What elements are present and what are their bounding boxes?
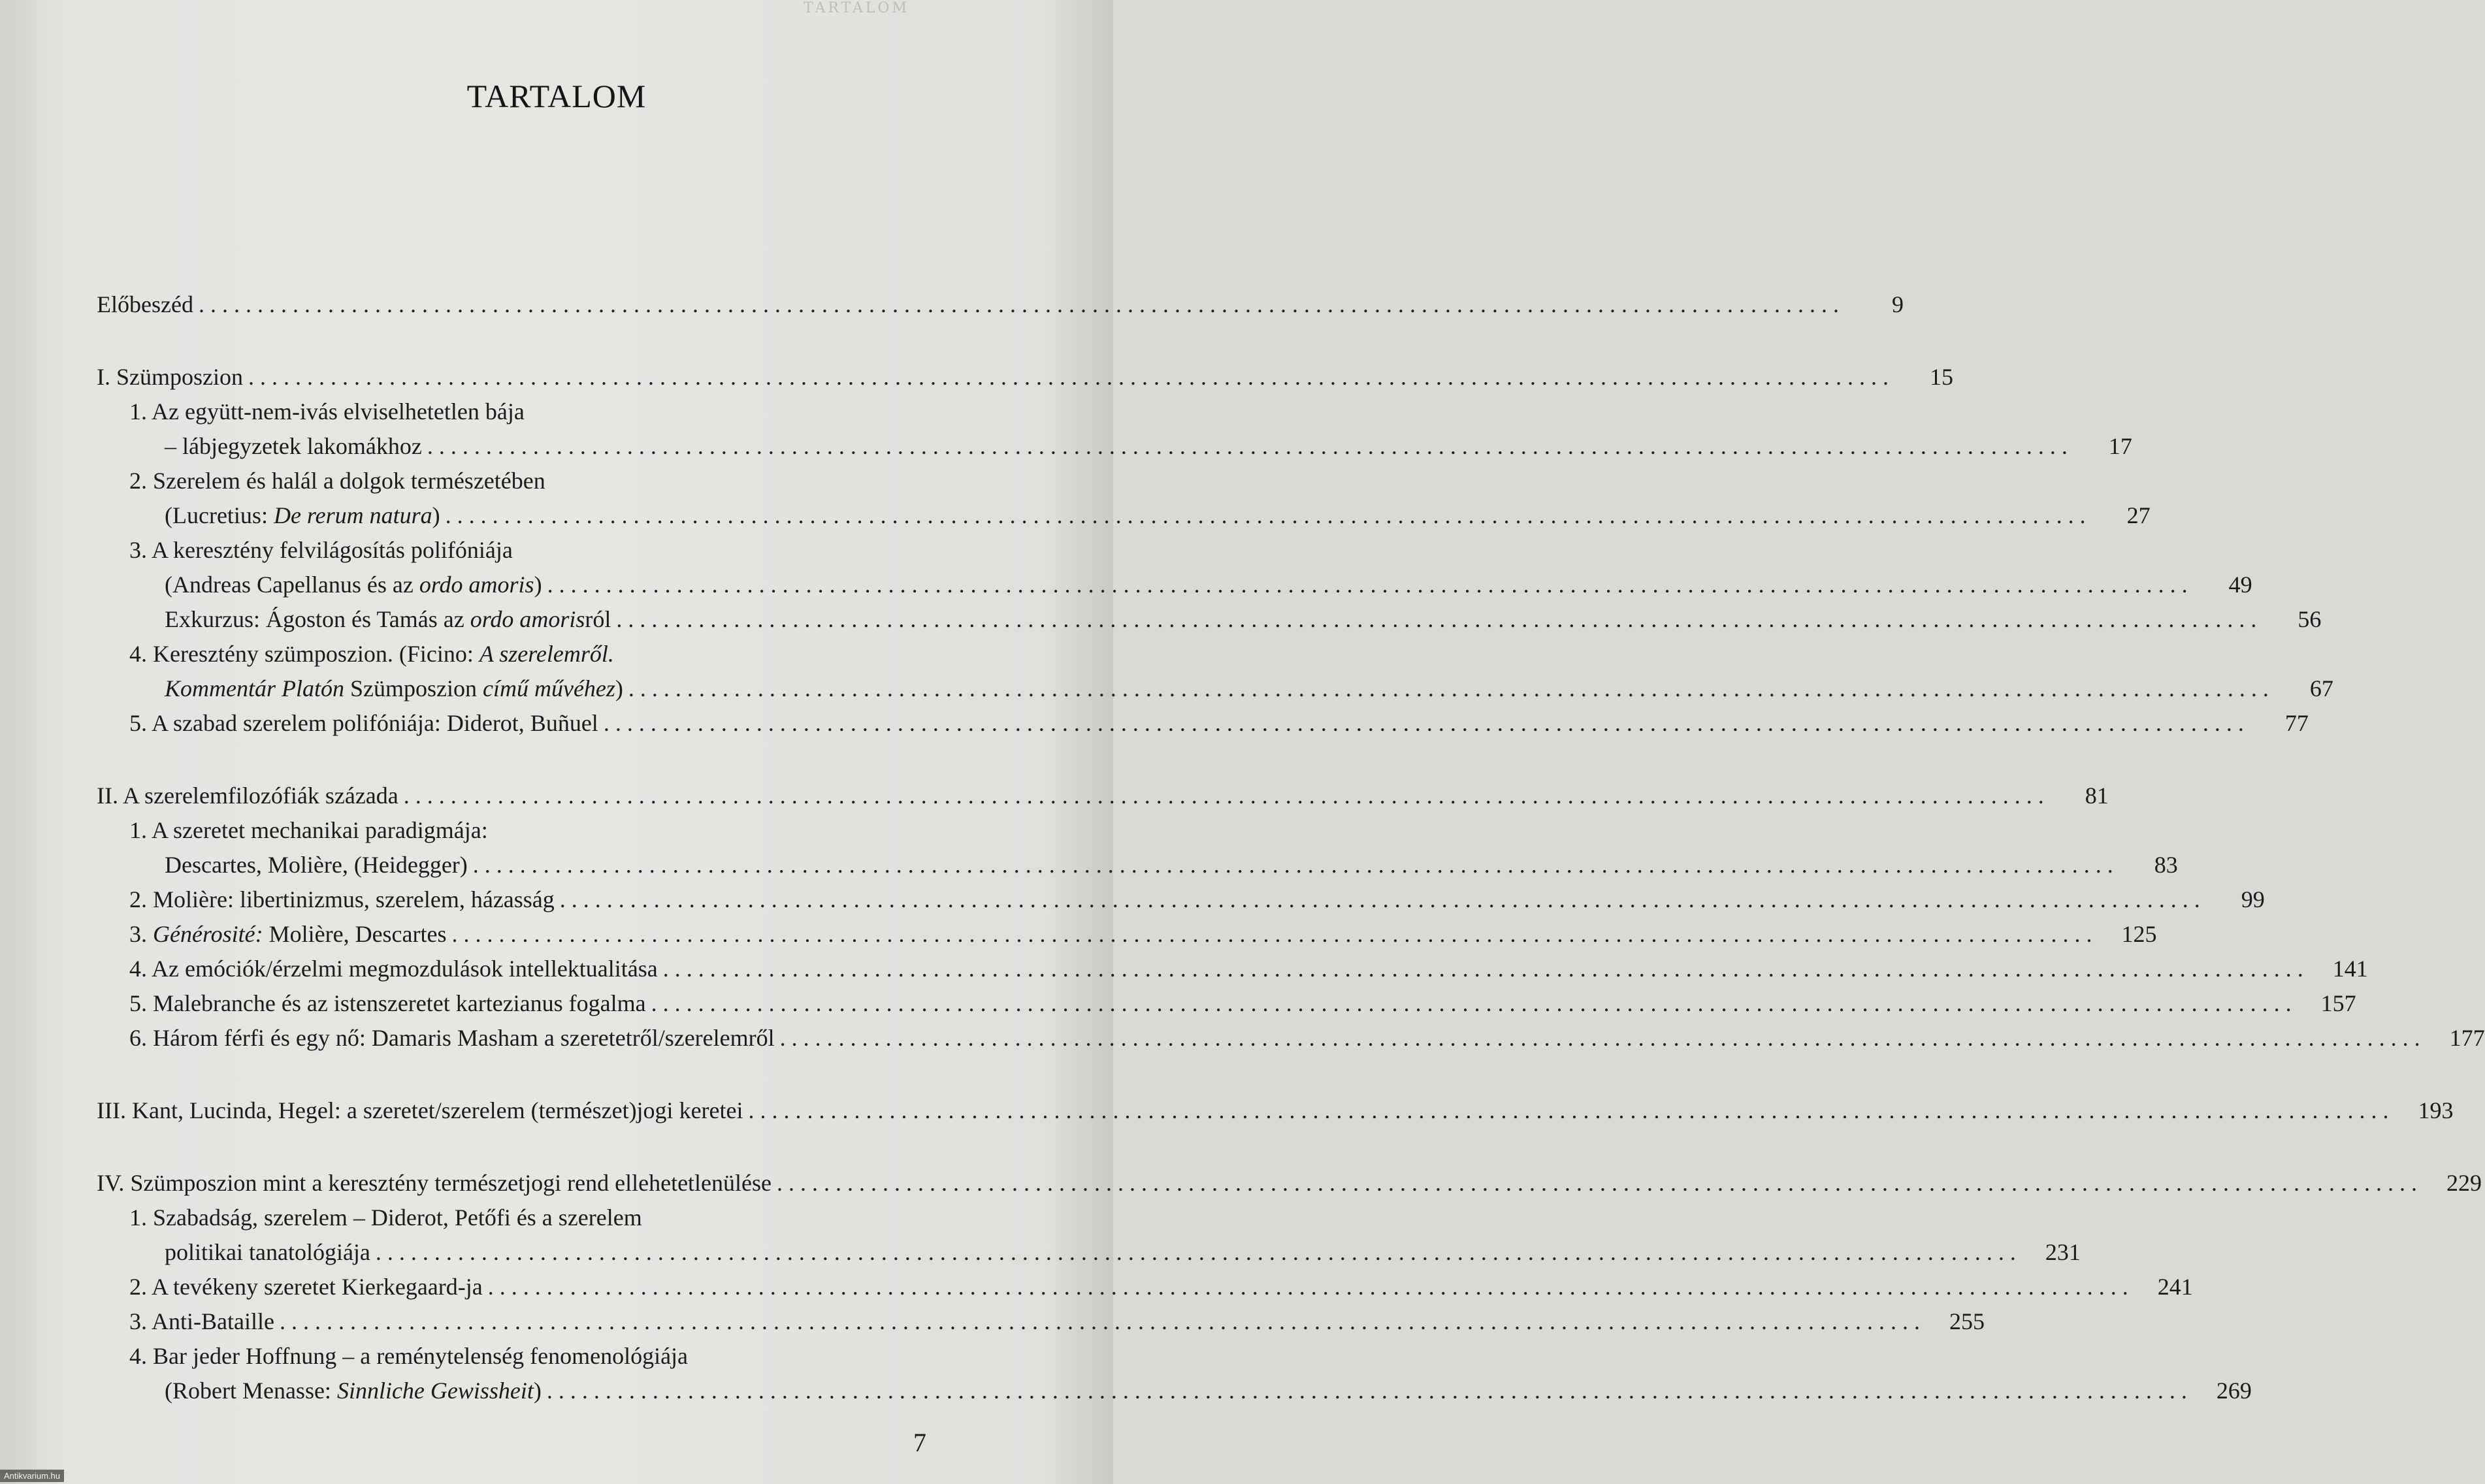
toc-entry-title: 5. Malebranche és az istenszeretet kartezianus fogalma [129,990,646,1016]
toc-leader-dots: ............................................................................................................................................ [779,1025,2426,1051]
toc-entry[interactable] [97,920,2157,955]
toc-entry-title: 1. Szabadság, szerelem – Diderot, Petőfi és a szerelem [129,1204,642,1231]
toc-entry-title: III. Kant, Lucinda, Hegel: a szeretet/szerelem (természet)jogi keretei [97,1097,743,1123]
toc-entry[interactable] [97,605,2322,640]
toc-leader-dots: ............................................................................................................................................ [628,675,2275,702]
toc-page-number: 15 [1929,364,1953,390]
toc-leader-dots: ............................................................................................................................................ [279,1308,1926,1334]
toc-entry-title: 3. Générosité: Molière, Descartes [129,921,447,947]
toc-page-number: 67 [2309,675,2333,702]
toc-entry-title: 2. A tevékeny szeretet Kierkegaard-ja [129,1274,483,1300]
toc-entry-title: Descartes, Molière, (Heidegger) [165,852,468,878]
toc-entry[interactable] [97,990,2356,1024]
section-gap [97,1131,947,1169]
toc-page-number: 49 [2228,572,2252,598]
toc-entry[interactable] [97,1273,2193,1308]
toc-page-number: 193 [2418,1097,2454,1123]
toc-leader-dots: ............................................................................................................................................ [546,1378,2193,1404]
toc-page-number: 229 [2446,1170,2482,1196]
toc-entry[interactable] [97,432,2132,467]
toc-entry-title: 6. Három férfi és egy nő: Damaris Masham a szeretetről/szerelemről [129,1025,775,1051]
toc-entry-title: I. Szümposzion [97,364,243,390]
toc-entry-title: 2. Molière: libertinizmus, szerelem, házasság [129,886,555,912]
toc-leader-dots: ............................................................................................................................................ [603,710,2250,736]
toc-entry[interactable] [97,1238,2081,1273]
toc-entry-title: Kommentár Platón Szümposzion című művéhez) [165,675,623,702]
section-gap [97,1059,947,1097]
toc-leader-dots: ............................................................................................................................................ [248,364,1894,390]
toc-leader-dots: ............................................................................................................................................ [375,1239,2022,1265]
toc-leader-dots: ............................................................................................................................................ [651,990,2298,1016]
toc-page-number: 81 [2085,782,2109,809]
toc-entry-title: 3. Anti-Bataille [129,1308,274,1334]
toc-leader-dots: ............................................................................................................................................ [748,1097,2395,1123]
toc-entry-title: 3. A keresztény felvilágosítás polifóniája [129,537,513,563]
toc-entry[interactable] [97,955,2368,990]
toc-leader-dots: ............................................................................................................................................ [198,291,1845,317]
toc-entry[interactable] [97,782,2109,816]
section-gap [97,325,947,363]
toc-entry[interactable] [97,1204,947,1238]
toc-entry[interactable] [97,816,947,851]
toc-leader-dots: ............................................................................................................................................ [547,572,2194,598]
toc-page-number: 177 [2449,1025,2485,1051]
toc-page-number: 17 [2108,433,2132,459]
toc-leader-dots: ............................................................................................................................................ [777,1170,2423,1196]
toc-entry[interactable] [97,675,2333,709]
toc-entry[interactable] [97,886,2265,920]
toc-entry[interactable] [97,363,1953,398]
toc-entry-title: 1. Az együtt-nem-ivás elviselhetetlen bája [129,398,525,425]
toc-entry[interactable] [97,502,2151,536]
toc-page-number: 9 [1891,291,1904,317]
toc-entry[interactable] [97,467,947,502]
toc-entry[interactable] [97,851,2178,886]
toc-leader-dots: ............................................................................................................................................ [487,1274,2134,1300]
page-number: 7 [913,1428,926,1457]
toc-leader-dots: ............................................................................................................................................ [403,782,2050,809]
toc-entry[interactable] [97,291,1904,325]
toc-page-number: 255 [1949,1308,1985,1334]
toc-entry-title: Előbeszéd [97,291,193,317]
toc-entry-title: (Andreas Capellanus és az ordo amoris) [165,572,542,598]
toc-entry-title: (Robert Menasse: Sinnliche Gewissheit) [165,1378,542,1404]
toc-entry-title: 5. A szabad szerelem polifóniája: Diderot, Buñuel [129,710,598,736]
toc-page-number: 27 [2126,502,2151,528]
section-gap [97,744,947,782]
toc-page-number: 157 [2320,990,2356,1016]
toc-entry-title: 4. Az emóciók/érzelmi megmozdulások intellektualitása [129,956,658,982]
toc-entry-title: IV. Szümposzion mint a keresztény természetjogi rend ellehetetlenülése [97,1170,771,1196]
toc-entry[interactable] [97,1377,2252,1411]
toc-page-number: 231 [2045,1239,2081,1265]
toc-leader-dots: ............................................................................................................................................ [616,606,2263,632]
toc-leader-dots: ............................................................................................................................................ [559,886,2206,912]
toc-leader-dots: ............................................................................................................................................ [472,852,2119,878]
toc-page-number: 56 [2298,606,2322,632]
toc-entry[interactable] [97,1024,2485,1059]
toc-entry-title: 4. Keresztény szümposzion. (Ficino: A szerelemről. [129,641,614,667]
toc-entry[interactable] [97,1097,2454,1131]
toc-entry[interactable] [97,1342,947,1377]
toc-entry-title: 2. Szerelem és halál a dolgok természetében [129,468,545,494]
toc-entry[interactable] [97,398,947,432]
toc-leader-dots: ............................................................................................................................................ [427,433,2073,459]
toc-leader-dots: ............................................................................................................................................ [662,956,2309,982]
toc-entry[interactable] [97,571,2252,605]
watermark: Antikvarium.hu [0,1470,64,1482]
toc-entry[interactable] [97,709,2309,744]
toc-page-number: 269 [2216,1378,2252,1404]
toc-entry-title: II. A szerelemfilozófiák százada [97,782,398,809]
toc-entry-title: politikai tanatológiája [165,1239,370,1265]
toc-entry[interactable] [97,640,947,675]
page-title: TARTALOM [466,78,647,114]
toc-entry[interactable] [97,1308,1985,1342]
toc-entry-title: (Lucretius: De rerum natura) [165,502,440,528]
toc-page-number: 83 [2154,852,2178,878]
toc-entry[interactable] [97,1169,2482,1204]
toc-page-number: 241 [2157,1274,2193,1300]
toc-page-number: 141 [2332,956,2368,982]
toc-page-number: 99 [2241,886,2265,912]
toc-entry-title: Exkurzus: Ágoston és Tamás az ordo amorisról [165,606,611,632]
toc-page-number: 125 [2121,921,2157,947]
toc-page-number: 77 [2284,710,2309,736]
toc-leader-dots: ............................................................................................................................................ [445,502,2092,528]
bleed-through-header: TARTALOM [804,0,910,16]
table-of-contents [97,291,2485,1411]
toc-entry-title: 1. A szeretet mechanikai paradigmája: [129,817,488,843]
toc-entry-title: – lábjegyzetek lakomákhoz [165,433,422,459]
toc-entry[interactable] [97,536,947,571]
toc-entry-title: 4. Bar jeder Hoffnung – a reménytelenség fenomenológiája [129,1343,689,1369]
toc-leader-dots: ............................................................................................................................................ [451,921,2098,947]
